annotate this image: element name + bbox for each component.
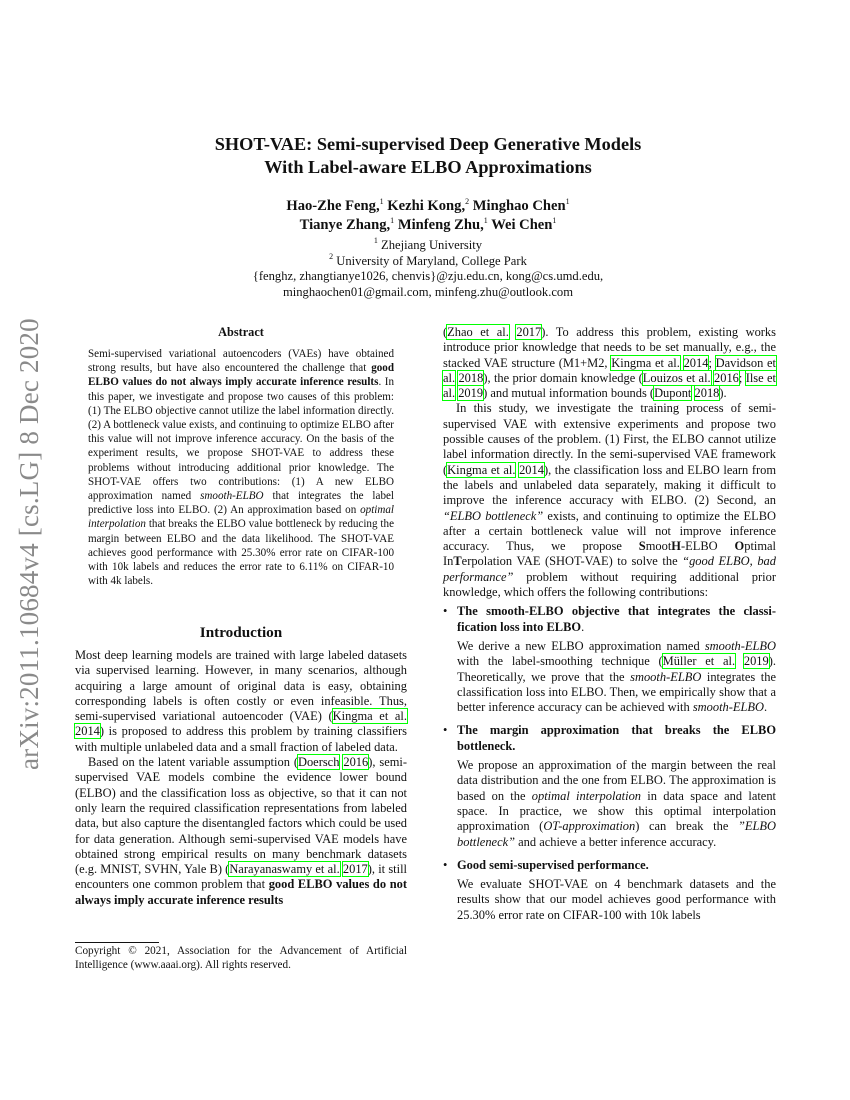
bold-text: The smooth-ELBO objective that integrates the classification loss into ELBO: [457, 604, 776, 634]
author-affil: 2: [465, 197, 470, 206]
italic-text: ”ELBO bottleneck”: [457, 819, 776, 849]
affil-name: Zhejiang University: [381, 238, 483, 252]
text-run: that breaks the ELBO value bottleneck by reducing the margin between ELBO and the data likelihood. The SHOT-VAE achieves good performance with 25.30% error rate on CIFAR-100 with 10k labels and reduces the error rate to 6.11% on CIFAR-10 with 4k labels.: [88, 518, 394, 588]
bullet-icon: •: [443, 604, 448, 619]
citation-link[interactable]: Kingma et al.: [611, 355, 680, 370]
contribution-item: [443, 723, 776, 849]
contribution-item: [443, 858, 776, 923]
paragraph: [75, 648, 407, 755]
text-run: in data space and latent space. In practice, we show this optimal interpolation approximation (: [457, 788, 776, 834]
text-run: ) is proposed to address this problem by training classifiers with multiple unlabeled data and a small fraction of labeled data.: [75, 724, 407, 754]
citation-link[interactable]: 2016: [343, 755, 369, 770]
citation-link[interactable]: Kingma et al.: [332, 709, 407, 724]
citation-link[interactable]: 2014: [75, 724, 100, 739]
text-run: that integrates the label predictive loss into ELBO. (2) An approximation based on: [88, 490, 394, 517]
abstract-text: [88, 347, 394, 588]
text-run: ), it still encounters one common problem that: [75, 862, 407, 892]
paragraph: [75, 755, 407, 908]
citation-link[interactable]: Zhao et al.: [447, 325, 509, 339]
bold-text: The margin approximation that breaks the ELBO bottleneck.: [457, 723, 776, 753]
citation-link[interactable]: Müller et al.: [662, 654, 736, 669]
text-run: . In this paper, we investigate and propose two causes of this problem: (1) The ELBO objective cannot utilize the label information directly. (2) A bottleneck value exists, and continuing to optimize ELBO after this value will not improve inference accuracy. On the basis of the experiment results, we propose SHOT-VAE to address these problems without introducing additional prior knowledge. The SHOT-VAE offers two contributions: (1) A new ELBO approximation named: [88, 376, 394, 503]
author-affil: 1: [379, 197, 384, 206]
text-run: ), semi-supervised VAE models combine the evidence lower bound (ELBO) and the classification loss as objective, so that it can not only learn the required classification representations from labeled data, but also capture the disentangled factors which could be used for data generation. Although semi-supervised VAE models have obtained strong empirical results on many benchmark datasets (e.g. MNIST, SVHN, Yale B) (: [75, 755, 408, 877]
citation-link[interactable]: Kingma et al.: [447, 462, 516, 477]
text-run: In this study, we investigate the training process of semi-supervised VAE with extensive experiments and propose two possible causes of the problem. (1) First, the ELBO cannot utilize label information directly. In the semi-supervised VAE framework (: [443, 401, 776, 477]
text-run: moot: [645, 539, 672, 554]
author-affil: 1: [565, 197, 570, 206]
abstract-section: [88, 325, 394, 588]
citation-link[interactable]: Davidson et al.: [443, 355, 776, 385]
contribution-body: [457, 758, 776, 850]
contribution-title: [457, 723, 776, 754]
citation-link[interactable]: 2018: [458, 370, 484, 385]
text-run: integrates the classification loss into ELBO. Then, we empirically show that a better inference accuracy can be achieved with: [457, 669, 777, 715]
italic-text: optimal interpolation: [531, 788, 642, 803]
citation-link[interactable]: 2018: [694, 386, 720, 401]
italic-text: smooth-ELBO: [692, 700, 764, 715]
authors-line-1: [0, 197, 850, 216]
text-run: Based on the latent variable assumption (: [88, 755, 298, 770]
emails-line-2: minghaochen01@gmail.com, minfeng.zhu@outlook.com: [282, 284, 574, 299]
text-run: and achieve a better inference accuracy.: [515, 834, 717, 849]
paper-title: [0, 133, 850, 179]
affil-number: 2: [329, 251, 334, 261]
bold-text: S: [638, 539, 646, 554]
text-run: ). Theoretically, we prove that the: [457, 654, 776, 684]
bold-text: good ELBO values do not always imply accurate inference results: [88, 362, 394, 389]
author-affil: 1: [483, 216, 488, 225]
text-run: -ELBO: [680, 539, 735, 554]
text-run: ), the classification loss and ELBO learn from the labels and unlabeled data separately, making it difficult to improve the inference accuracy with ELBO. (2) Second, an: [443, 462, 776, 508]
bullet-icon: •: [443, 723, 448, 738]
affil-name: University of Maryland, College Park: [336, 253, 527, 268]
arxiv-sidebar-id: arXiv:2011.10684v4 [cs.LG] 8 Dec 2020: [14, 318, 44, 770]
paragraph: [443, 401, 776, 600]
author-name: Tianye Zhang,: [299, 217, 391, 233]
right-column-body: [443, 325, 776, 931]
author-name: Kezhi Kong,: [387, 198, 466, 214]
text-run: ), the prior domain knowledge (: [483, 370, 643, 385]
text-run: Semi-supervised variational autoencoders (VAEs) have obtained strong results, but have also encountered the challenge that: [88, 348, 394, 375]
author-name: Minghao Chen: [472, 198, 566, 214]
contribution-body: [457, 877, 776, 923]
citation-link[interactable]: Dupont: [654, 386, 692, 401]
citation-link[interactable]: Doersch: [297, 755, 340, 770]
text-run: .: [581, 619, 585, 634]
citation-link[interactable]: 2014: [519, 462, 544, 477]
abstract-heading: Abstract: [218, 325, 264, 339]
bold-text: T: [453, 554, 462, 569]
author-affil: 1: [552, 216, 557, 225]
introduction-heading: Introduction: [199, 624, 283, 641]
bold-text: good ELBO values do not always imply accurate inference results: [75, 877, 407, 907]
citation-link[interactable]: 2016: [714, 370, 739, 385]
author-name: Wei Chen: [491, 217, 553, 233]
title-line-1: SHOT-VAE: Semi-supervised Deep Generative Models: [214, 134, 642, 154]
bold-text: H: [671, 539, 681, 554]
italic-text: smooth-ELBO: [704, 638, 776, 653]
italic-text: smooth-ELBO: [630, 669, 702, 684]
text-run: ;: [738, 370, 746, 385]
contributions-list: [443, 604, 776, 923]
citation-link[interactable]: 2019: [458, 386, 484, 401]
citation-link[interactable]: 2017: [516, 325, 542, 339]
contribution-body: [457, 639, 776, 715]
author-list: [0, 197, 850, 235]
bullet-icon: •: [443, 857, 448, 872]
paragraph: [443, 325, 776, 401]
citation-link[interactable]: Ilse et al.: [443, 370, 776, 401]
affiliation: [0, 251, 850, 270]
introduction-body: [75, 648, 407, 908]
text-run: [680, 356, 684, 370]
citation-link[interactable]: Louizos et al.: [642, 370, 711, 385]
italic-text: smooth-ELBO: [200, 490, 264, 503]
text-run: Most deep learning models are trained with large labeled datasets via supervised learning. However, in many scenarios, although acquiring a large amount of original data is easy, obtaining corresponding labels is often costly or even infeasible. Thus, semi-supervised variational autoencoder (VAE) (: [75, 648, 407, 724]
affiliation: [0, 238, 850, 254]
text-run: We derive a new ELBO approximation named: [457, 638, 705, 653]
contribution-title: [457, 858, 776, 873]
text-run: [735, 654, 744, 668]
citation-link[interactable]: 2017: [342, 862, 368, 877]
text-run: exists, and continuing to optimize the ELBO after a certain bottleneck value will not improve inference accuracy. Thus, we propose: [443, 508, 776, 554]
text-run: erpolation VAE (SHOT-VAE) to solve the: [461, 554, 683, 569]
text-run: problem without requiring additional prior knowledge, which offers the following contributions:: [443, 569, 776, 600]
affiliations: [0, 238, 850, 300]
text-run: ) can break the: [635, 819, 738, 834]
contribution-item: [443, 604, 776, 715]
authors-line-2: [0, 216, 850, 235]
citation-link[interactable]: 2014: [683, 355, 709, 370]
text-run: ptimal In: [443, 539, 776, 569]
affil-number: 1: [373, 236, 378, 245]
contribution-title: [457, 604, 776, 635]
text-run: ) and mutual information bounds (: [483, 386, 655, 401]
bold-text: O: [734, 539, 745, 554]
text-run: (: [443, 325, 448, 339]
italic-text: “good ELBO, bad performance”: [443, 554, 776, 584]
italic-text: optimal interpolation: [88, 504, 394, 531]
text-run: We evaluate SHOT-VAE on 4 benchmark datasets and the results show that our model achieves good performance with 25.30% error rate on CIFAR-100 with 10k labels: [457, 877, 776, 922]
copyright-footnote: Copyright © 2021, Association for the Advancement of Artificial Intelligence (www.aaai.org). All rights reserved.: [75, 945, 407, 972]
author-affil: 1: [390, 216, 395, 225]
author-name: Minfeng Zhu,: [397, 217, 484, 233]
text-run: with the label-smoothing technique (: [457, 654, 663, 669]
title-line-2: With Label-aware ELBO Approximations: [264, 157, 592, 177]
text-run: We propose an approximation of the margin between the real data distribution and the one from ELBO. The approximation is based on the: [457, 758, 776, 803]
text-run: ;: [708, 355, 716, 370]
emails-line-1: {fenghz, zhangtianye1026, chenvis}@zju.edu.cn, kong@cs.umd.edu,: [252, 269, 604, 284]
italic-text: “ELBO bottleneck”: [443, 508, 544, 523]
text-run: ).: [719, 386, 727, 401]
text-run: .: [764, 700, 768, 715]
bold-text: Good semi-supervised performance.: [457, 857, 649, 872]
citation-link[interactable]: Narayanaswamy et al.: [229, 862, 340, 877]
footnote-divider: [75, 942, 159, 943]
citation-link[interactable]: 2019: [743, 654, 769, 669]
italic-text: OT-approximation: [543, 819, 636, 834]
author-name: Hao-Zhe Feng,: [286, 198, 380, 214]
text-run: ). To address this problem, existing works introduce prior knowledge that needs to be set manually, e.g., the stacked VAE structure (M1+M2,: [443, 325, 776, 370]
